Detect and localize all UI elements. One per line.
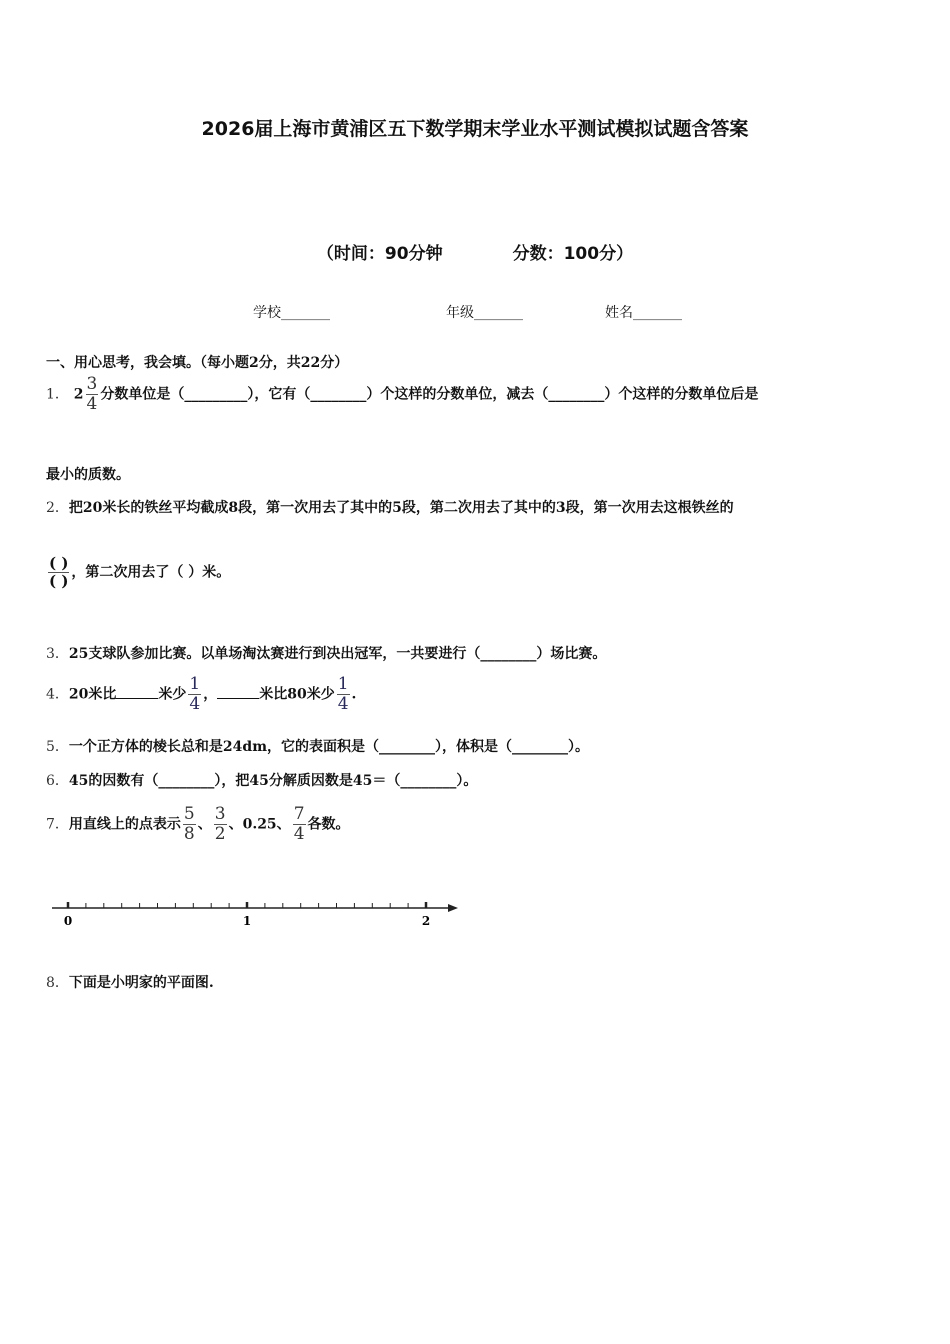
- question-text: 分数单位是（_________），它有（________）个这样的分数单位，减去（________）个这样的分数单位后是: [100, 386, 759, 403]
- exam-meta: [0, 239, 950, 264]
- question-4: 4．20米比 米少 $\frac{1}{4}$ ， 米比80米少 $\frac{1}{4}$ .: [46, 674, 357, 714]
- question-number: 1．: [46, 386, 69, 403]
- question-text: 把20米长的铁丝平均截成8段，第一次用去了其中的5段，第二次用去了其中的3段，第一次用去这根铁丝的: [68, 500, 734, 516]
- section-heading: 一、用心思考，我会填。（每小题2分，共22分）: [46, 355, 349, 371]
- question-text: 45的因数有（________），把45分解质因数是45＝（________）。: [68, 773, 478, 789]
- question-5: [46, 736, 589, 756]
- question-1-continued: 最小的质数。: [46, 467, 130, 483]
- question-2: [46, 497, 734, 517]
- fraction: $\frac{1}{4}$: [337, 674, 349, 714]
- question-3: [46, 643, 606, 663]
- question-number: 5．: [46, 739, 69, 755]
- question-text: 25支球队参加比赛。以单场淘汰赛进行到决出冠军，一共要进行（________）场比赛。: [68, 646, 607, 662]
- number-line: [48, 890, 468, 935]
- question-6: [46, 770, 477, 790]
- tick-label: 0: [63, 914, 73, 928]
- tick-label: 1: [242, 914, 252, 928]
- question-number: 6．: [46, 773, 69, 789]
- question-text: ，第二次用去了（ ）米。: [71, 564, 231, 581]
- question-7: 7．用直线上的点表示 $\frac{5}{8}$ 、 $\frac{3}{2}$ 、0.25、 $\frac{7}{4}$ 各数。: [46, 804, 350, 844]
- question-2-answer-line: [46, 556, 230, 589]
- answer-blank: [217, 698, 259, 699]
- fraction: $\frac{3}{4}$: [86, 374, 98, 414]
- mixed-whole: 2: [73, 386, 84, 403]
- fraction: $\frac{7}{4}$: [293, 804, 305, 844]
- question-number: 3．: [46, 646, 69, 662]
- question-text: 下面是小明家的平面图.: [68, 975, 214, 991]
- question-8: [46, 972, 214, 992]
- question-number: 7．: [46, 816, 69, 833]
- question-number: 4．: [46, 686, 69, 703]
- question-number: 2．: [46, 500, 69, 516]
- name-field: 姓名_______: [605, 305, 682, 321]
- school-field: 学校_______: [253, 305, 330, 321]
- grade-field: 年级_______: [446, 305, 523, 321]
- question-number: 8．: [46, 975, 69, 991]
- time-label: （时间：90分钟: [316, 244, 443, 264]
- score-label: 分数：100分）: [512, 244, 634, 264]
- blank-fraction: $\frac{( )}{( )}$: [49, 554, 69, 590]
- question-1: [46, 376, 758, 413]
- arrow-icon: [448, 904, 458, 912]
- tick-label: 2: [421, 914, 431, 928]
- fraction: $\frac{1}{4}$: [189, 674, 201, 714]
- page-title: 2026届上海市黄浦区五下数学期末学业水平测试模拟试题含答案: [201, 118, 749, 140]
- fraction: $\frac{5}{8}$: [183, 804, 195, 844]
- fraction: $\frac{3}{2}$: [214, 804, 226, 844]
- question-text: 一个正方体的棱长总和是24dm，它的表面积是（________），体积是（________）。: [68, 739, 590, 755]
- answer-blank: [116, 698, 158, 699]
